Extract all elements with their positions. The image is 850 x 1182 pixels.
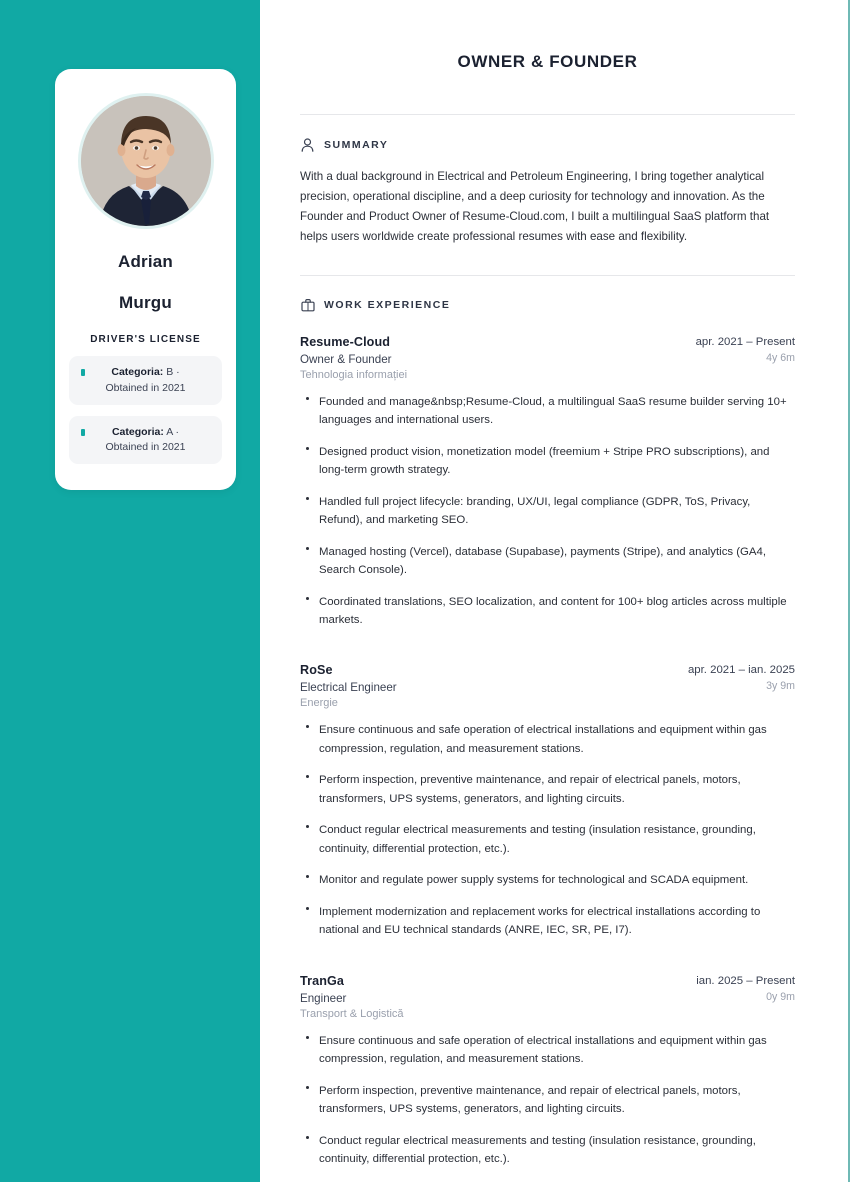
job-right (696, 974, 795, 1003)
bullet-item: Conduct regular electrical measurements and testing (insulation resistance, grounding, continuity, differential protection, etc.). (300, 821, 795, 858)
avatar (78, 93, 214, 229)
job-header (300, 974, 795, 1020)
avatar-photo (81, 96, 211, 226)
job-entry (300, 335, 795, 630)
job-role: Engineer (300, 991, 347, 1005)
job-company: RoSe (300, 663, 333, 678)
license-obtained: Obtained in 2021 (105, 381, 186, 394)
main-content (260, 0, 848, 1182)
job-dates: ian. 2025 – Present (696, 974, 795, 987)
license-label: Categoria: (111, 425, 164, 438)
job-field: Tehnologia informației (300, 368, 408, 381)
bullet-item: Ensure continuous and safe operation of electrical installations and equipment within gas compression, regulation, and measurement stations. (300, 721, 795, 758)
section-title: SUMMARY (324, 138, 389, 151)
job-company: Resume-Cloud (300, 334, 391, 349)
license-label: Categoria: (111, 366, 164, 379)
job-left (300, 974, 404, 1020)
bullet-item: Designed product vision, monetization model (freemium + Stripe PRO subscriptions), and long-term growth strategy. (300, 443, 795, 480)
job-bullets (300, 721, 795, 939)
bullet-item: Implement modernization and replacement works for electrical installations according to national and EU technical standards (ANRE, IEC, SR, PE, I7). (300, 903, 795, 940)
job-left (300, 663, 397, 709)
job-dates: apr. 2021 – Present (695, 335, 795, 348)
user-icon (300, 137, 315, 152)
license-item (69, 356, 222, 404)
job-entry (300, 663, 795, 939)
section-title: WORK EXPERIENCE (324, 299, 451, 312)
job-role: Electrical Engineer (300, 681, 397, 695)
divider (300, 275, 795, 276)
job-role: Owner & Founder (300, 352, 392, 366)
license-obtained: Obtained in 2021 (105, 441, 186, 454)
bullet-dot-icon (81, 429, 85, 436)
job-duration: 0y 9m (766, 990, 795, 1003)
job-entry (300, 974, 795, 1169)
job-header (300, 335, 795, 381)
job-right (696, 335, 795, 364)
license-category: A · (166, 425, 180, 438)
bullet-item: Coordinated translations, SEO localization, and content for 100+ blog articles across multiple markets. (300, 593, 795, 630)
license-item (69, 416, 222, 464)
sidebar (0, 0, 260, 1182)
last-name: Murgu (119, 292, 172, 312)
section-work-experience (300, 298, 795, 1169)
bullet-item: Monitor and regulate power supply systems for technological and SCADA equipment. (300, 871, 795, 889)
job-company: TranGa (300, 973, 344, 988)
job-duration: 4y 6m (766, 351, 795, 364)
bullet-item: Perform inspection, preventive maintenance, and repair of electrical panels, motors, transformers, UPS systems, generators, and lighting circuits. (300, 771, 795, 808)
job-bullets (300, 393, 795, 630)
job-duration: 3y 9m (766, 680, 795, 693)
first-name: Adrian (117, 252, 174, 271)
bullet-item: Conduct regular electrical measurements and testing (insulation resistance, grounding, continuity, differential protection, etc.). (300, 1132, 795, 1169)
profile-card (55, 69, 236, 490)
section-header (300, 298, 795, 313)
license-category: B · (166, 366, 180, 379)
section-header (300, 137, 795, 152)
job-dates: apr. 2021 – ian. 2025 (687, 664, 795, 677)
bullet-item: Perform inspection, preventive maintenance, and repair of electrical panels, motors, transformers, UPS systems, generators, and lighting circuits. (300, 1082, 795, 1119)
bullet-item: Managed hosting (Vercel), database (Supabase), payments (Stripe), and analytics (GA4, Search Console). (300, 543, 795, 580)
job-bullets (300, 1032, 795, 1169)
job-header (300, 663, 795, 709)
bullet-item: Founded and manage&nbsp;Resume-Cloud, a multilingual SaaS resume builder serving 10+ languages and international users. (300, 393, 795, 430)
job-right (688, 663, 795, 692)
summary-text: With a dual background in Electrical and Petroleum Engineering, I bring together analytical precision, operational discipline, and a deep curiosity for technology and innovation. As the Founder and Product Owner of Resume-Cloud.com, I built a multilingual SaaS platform that helps users worldwide create professional resumes with ease and flexibility. (300, 170, 770, 243)
bullet-item: Ensure continuous and safe operation of electrical installations and equipment within gas compression, regulation, and measurement stations. (300, 1032, 795, 1069)
section-summary (300, 137, 795, 247)
divider (300, 114, 795, 115)
bullet-dot-icon (81, 369, 85, 376)
drivers-license-title: DRIVER'S LICENSE (90, 334, 201, 346)
job-field: Energie (300, 697, 338, 710)
job-left (300, 335, 407, 381)
job-field: Transport & Logistică (300, 1007, 404, 1020)
page-title: OWNER & FOUNDER (457, 52, 638, 71)
briefcase-icon (300, 298, 315, 313)
bullet-item: Handled full project lifecycle: branding, UX/UI, legal compliance (GDPR, ToS, Privacy, Refund), and marketing SEO. (300, 493, 795, 530)
